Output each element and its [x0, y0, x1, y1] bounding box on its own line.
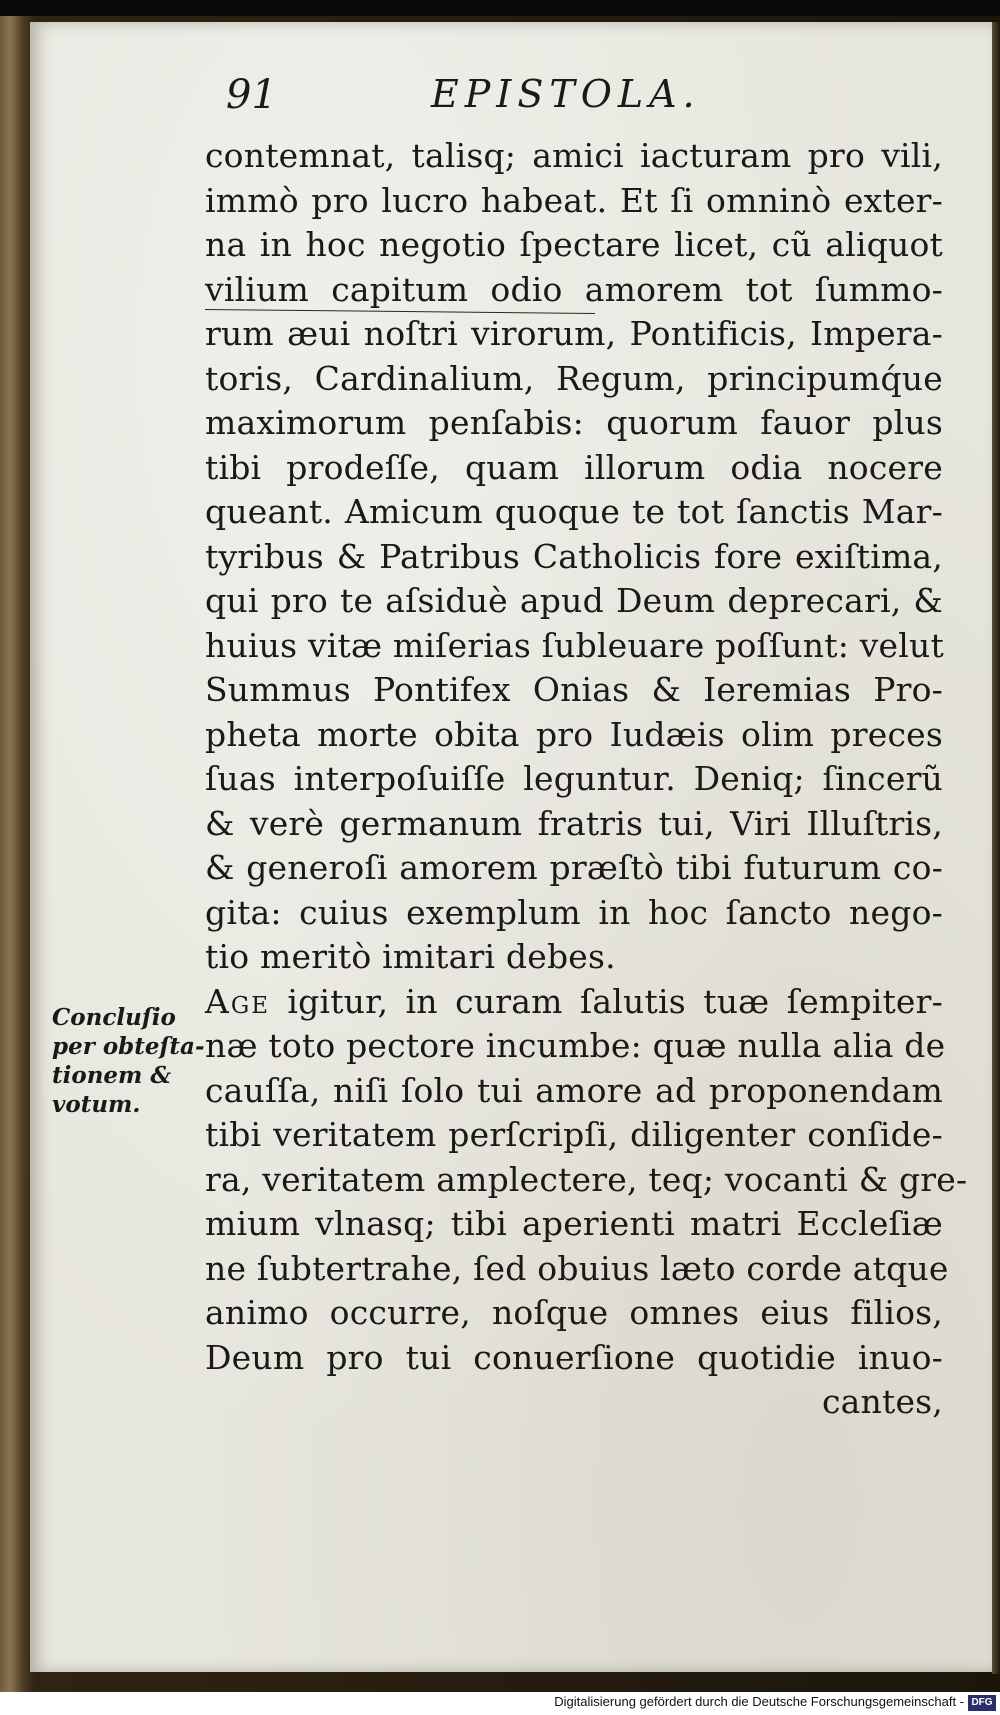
text-line: huius vitæ miſerias ſubleuare poſſunt: velut — [205, 625, 944, 665]
text-line: immò pro lucro habeat. Et ſi omninò exter- — [205, 180, 943, 220]
paragraph-lead-word: Age — [205, 981, 270, 1021]
text-line: animo occurre, noſque omnes eius filios, — [205, 1293, 943, 1332]
text-line: mium vlnasq; tibi aperienti matri Eccleſiæ — [205, 1204, 943, 1243]
marginal-note-line: votum. — [52, 1091, 141, 1118]
page-number: 91 — [226, 72, 277, 118]
text-line: Summus Pontifex Onias & Ieremias Pro- — [205, 670, 943, 709]
text-line: & verè germanum fratris tui, Viri Illuſtris, — [205, 803, 943, 843]
page-header — [226, 72, 746, 132]
marginal-note — [52, 1003, 205, 1119]
marginal-note-line: per obteſta- — [52, 1033, 205, 1060]
text-line: pheta morte obita pro Iudæis olim preces — [205, 714, 943, 754]
funding-credit: Digitalisierung gefördert durch die Deutsche Forschungsgemeinschaft - — [554, 1694, 964, 1709]
text-line: ra, veritatem amplectere, teq; vocanti & gre- — [205, 1159, 968, 1199]
catchword: cantes, — [821, 1382, 943, 1421]
text-line: contemnat, talisq; amici iacturam pro vili, — [205, 136, 943, 175]
text-line: rum æui noſtri virorum, Pontificis, Impera- — [205, 314, 943, 353]
text-line: maximorum penſabis: quorum fauor plus — [205, 403, 943, 442]
text-line: & generoſi amorem præſtò tibi futurum co- — [205, 848, 943, 887]
text-line: tibi prodeſſe, quam illorum odia nocere — [205, 447, 943, 487]
text-line: tio meritò imitari debes. — [205, 937, 616, 976]
text-line: toris, Cardinalium, Regum, principumq́ue — [205, 358, 943, 398]
text-line: ſuas interpoſuiſſe leguntur. Deniq; ſincerũ — [205, 759, 943, 798]
text-line: qui pro te aſsiduè apud Deum deprecari, & — [205, 581, 943, 620]
text-line: gita: cuius exemplum in hoc ſancto nego- — [205, 892, 943, 932]
text-line: næ toto pectore incumbe: quæ nulla alia de — [205, 1026, 946, 1065]
text-line: cauſſa, niſi ſolo tui amore ad proponendam — [205, 1070, 943, 1110]
marginal-note-line: tionem & — [52, 1062, 172, 1089]
text-line: tibi veritatem perſcripſi, diligenter conſide- — [205, 1115, 943, 1154]
paragraph-opening-line — [205, 980, 943, 1025]
text-line: na in hoc negotio ſpectare licet, cũ aliquot — [205, 225, 943, 264]
paragraph-opening-text: igitur, in curam ſalutis tuæ ſempiter- — [270, 981, 943, 1021]
text-line: ne ſubtertrahe, ſed obuius læto corde atque — [205, 1248, 949, 1288]
text-line: queant. Amicum quoque te tot ſanctis Mar- — [205, 492, 943, 531]
text-line: Deum pro tui conuerſione quotidie inuo- — [205, 1337, 943, 1377]
text-line: tyribus & Patribus Catholicis fore exiſtima, — [205, 536, 943, 576]
digitization-footer — [0, 1692, 1000, 1715]
marginal-note-line: Concluſio — [52, 1004, 176, 1031]
running-head: EPISTOLA. — [431, 72, 701, 116]
main-text-block — [205, 134, 968, 1425]
page-edge — [992, 22, 1000, 1674]
dfg-logo: DFG — [968, 1695, 996, 1711]
text-line: vilium capitum odio amorem tot ſummo- — [205, 269, 943, 309]
